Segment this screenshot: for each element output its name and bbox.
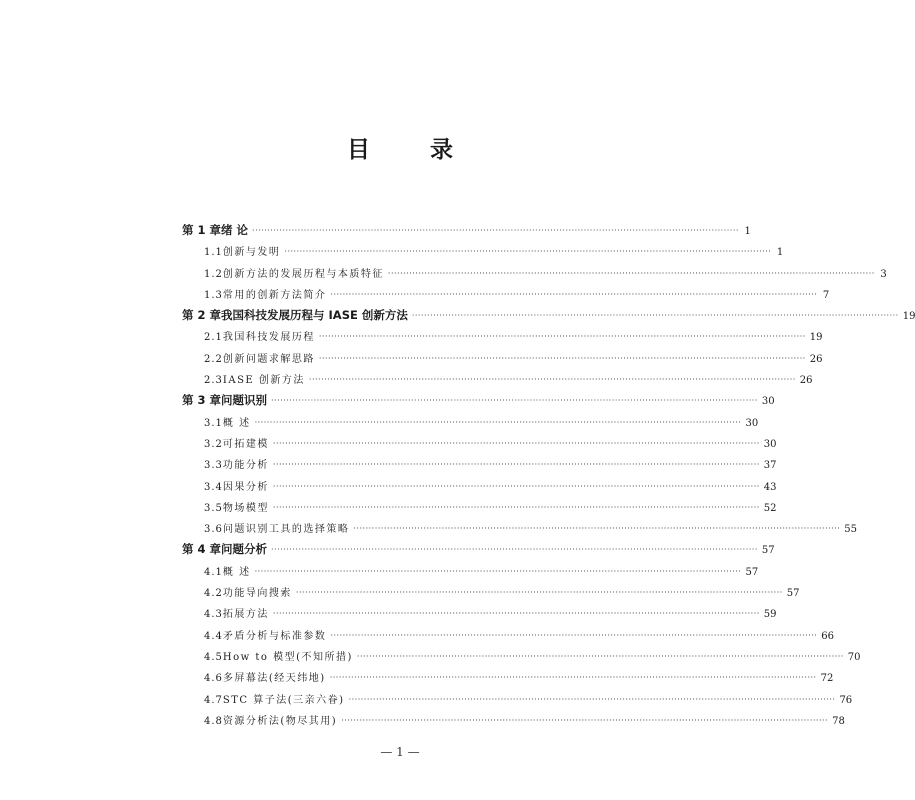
section-title: 多屏幕法(经天纬地)	[222, 673, 326, 685]
page-ref: 30	[763, 438, 777, 450]
dot-leader: ································································································································································	[272, 481, 760, 491]
section-number: 4.2	[204, 588, 223, 600]
page-ref: 3	[880, 268, 887, 280]
section-title: 概 述	[222, 417, 251, 429]
section-title: 因果分析	[222, 481, 269, 493]
section-title: 拓展方法	[222, 609, 269, 621]
toc-section-row	[182, 669, 834, 690]
dot-leader: ································································································································································	[318, 353, 806, 363]
section-title: 我国科技发展历程	[222, 332, 315, 344]
section-title: 功能导向搜索	[222, 588, 292, 600]
section-number: 1.3	[204, 289, 223, 301]
section-title: 创新方法的发展历程与本质特征	[222, 268, 384, 280]
page-ref: 19	[809, 332, 823, 344]
section-title: How to 模型(不知所措)	[222, 651, 353, 663]
page-ref: 43	[763, 481, 777, 493]
page-ref: 57	[786, 588, 800, 600]
page-ref: 72	[820, 673, 834, 685]
dot-leader: ································································································································································	[271, 545, 758, 555]
dot-leader: ································································································································································	[272, 502, 760, 512]
page-ref: 70	[847, 651, 861, 663]
dot-leader: ································································································································································	[329, 673, 817, 683]
page-ref: 26	[799, 375, 813, 387]
dot-leader: ································································································································································	[353, 524, 841, 534]
dot-leader: ································································································································································	[254, 566, 742, 576]
dot-leader: ································································································································································	[341, 715, 829, 725]
section-number: 1.1	[204, 247, 223, 259]
section-title: 资源分析法(物尽其用)	[222, 715, 338, 727]
toc-section-row	[182, 328, 823, 349]
page-ref: 37	[763, 460, 777, 472]
toc-section-row	[182, 584, 800, 605]
page-ref: 52	[763, 502, 777, 514]
page-ref: 1	[744, 226, 751, 237]
dot-leader: ································································································································································	[272, 609, 760, 619]
page-ref: 30	[761, 396, 775, 408]
chapter-number: 第 3 章	[182, 393, 222, 408]
section-number: 4.1	[204, 566, 223, 578]
dot-leader: ································································································································································	[356, 651, 844, 661]
section-number: 3.4	[204, 481, 223, 493]
page-ref: 26	[809, 353, 823, 365]
toc-section-row	[182, 265, 887, 286]
section-number: 3.2	[204, 438, 223, 450]
page-ref: 1	[776, 247, 784, 259]
page-ref: 19	[902, 311, 915, 323]
dot-leader: ································································································································································	[411, 311, 899, 321]
section-title: 功能分析	[222, 460, 269, 472]
toc-section-row	[182, 627, 835, 648]
section-title: IASE 创新方法	[222, 375, 305, 387]
toc-section-row	[182, 563, 759, 584]
dot-leader: ································································································································································	[348, 694, 836, 704]
section-title: 常用的创新方法简介	[222, 289, 327, 301]
toc-section-row	[182, 520, 858, 541]
chapter-title: 问题识别	[221, 393, 268, 408]
toc-section-row	[182, 648, 861, 669]
section-number: 2.1	[204, 332, 223, 344]
section-number: 4.5	[204, 651, 223, 663]
page-ref: 57	[761, 545, 775, 557]
page-ref: 57	[745, 566, 759, 578]
section-number: 3.6	[204, 524, 223, 536]
toc-section-row	[182, 350, 823, 371]
page-ref: 59	[763, 609, 777, 621]
section-number: 4.7	[204, 694, 223, 706]
toc-chapter-row	[182, 392, 775, 413]
toc-section-row	[182, 243, 784, 264]
toc-section-row	[182, 371, 813, 392]
section-number: 2.3	[204, 375, 223, 387]
page-ref: 76	[839, 694, 853, 706]
chapter-title: 绪 论	[221, 223, 249, 237]
toc-section-row	[182, 435, 777, 456]
section-number: 2.2	[204, 353, 223, 365]
section-number: 3.5	[204, 502, 223, 514]
section-title: 创新与发明	[222, 247, 281, 259]
page-ref: 7	[822, 289, 830, 301]
page-ref: 78	[832, 715, 845, 727]
toc-section-row	[182, 456, 777, 477]
dot-leader: ································································································································································	[271, 396, 758, 406]
chapter-number: 第 1 章	[182, 223, 222, 237]
section-title: 问题识别工具的选择策略	[222, 524, 350, 536]
toc-section-row	[182, 605, 777, 626]
section-title: 概 述	[222, 566, 251, 578]
dot-leader: ································································································································································	[330, 289, 818, 299]
section-number: 4.4	[204, 630, 223, 642]
page-number: — 1 —	[380, 745, 420, 759]
dot-leader: ································································································································································	[272, 438, 760, 448]
section-title: STC 算子法(三亲六眷)	[222, 694, 345, 706]
page-ref: 66	[821, 630, 835, 642]
chapter-number: 第 2 章	[182, 308, 222, 323]
chapter-number: 第 4 章	[182, 542, 222, 557]
dot-leader: ································································································································································	[272, 460, 760, 470]
toc-chapter-row	[182, 222, 751, 243]
chapter-title: 我国科技发展历程与 IASE 创新方法	[221, 308, 408, 323]
table-of-contents	[182, 222, 915, 733]
section-title: 创新问题求解思路	[222, 353, 315, 365]
toc-chapter-row	[182, 541, 775, 562]
dot-leader: ································································································································································	[387, 268, 875, 278]
dot-leader: ································································································································································	[308, 375, 796, 385]
section-number: 4.6	[204, 673, 223, 685]
toc-section-row	[182, 414, 759, 435]
toc-chapter-row	[182, 307, 915, 328]
section-number: 1.2	[204, 268, 223, 280]
dot-leader: ································································································································································	[295, 588, 783, 598]
section-number: 4.8	[204, 715, 223, 727]
dot-leader: ································································································································································	[254, 417, 742, 427]
page-ref: 55	[844, 524, 858, 536]
toc-section-row	[182, 712, 845, 733]
section-number: 4.3	[204, 609, 223, 621]
toc-section-row	[182, 286, 830, 307]
dot-leader: ································································································································································	[330, 630, 818, 640]
section-title: 可拓建模	[222, 438, 269, 450]
dot-leader: ································································································································································	[318, 332, 806, 342]
toc-section-row	[182, 478, 777, 499]
chapter-title: 问题分析	[221, 542, 268, 557]
page-ref: 30	[745, 417, 759, 429]
page-title: 目 录	[346, 137, 479, 163]
toc-section-row	[182, 499, 777, 520]
section-number: 3.1	[204, 417, 223, 429]
toc-section-row	[182, 691, 853, 712]
section-number: 3.3	[204, 460, 223, 472]
section-title: 物场模型	[222, 502, 269, 514]
section-title: 矛盾分析与标准参数	[222, 630, 327, 642]
dot-leader: ································································································································································	[284, 247, 772, 257]
dot-leader: ································································································································································	[252, 226, 739, 235]
